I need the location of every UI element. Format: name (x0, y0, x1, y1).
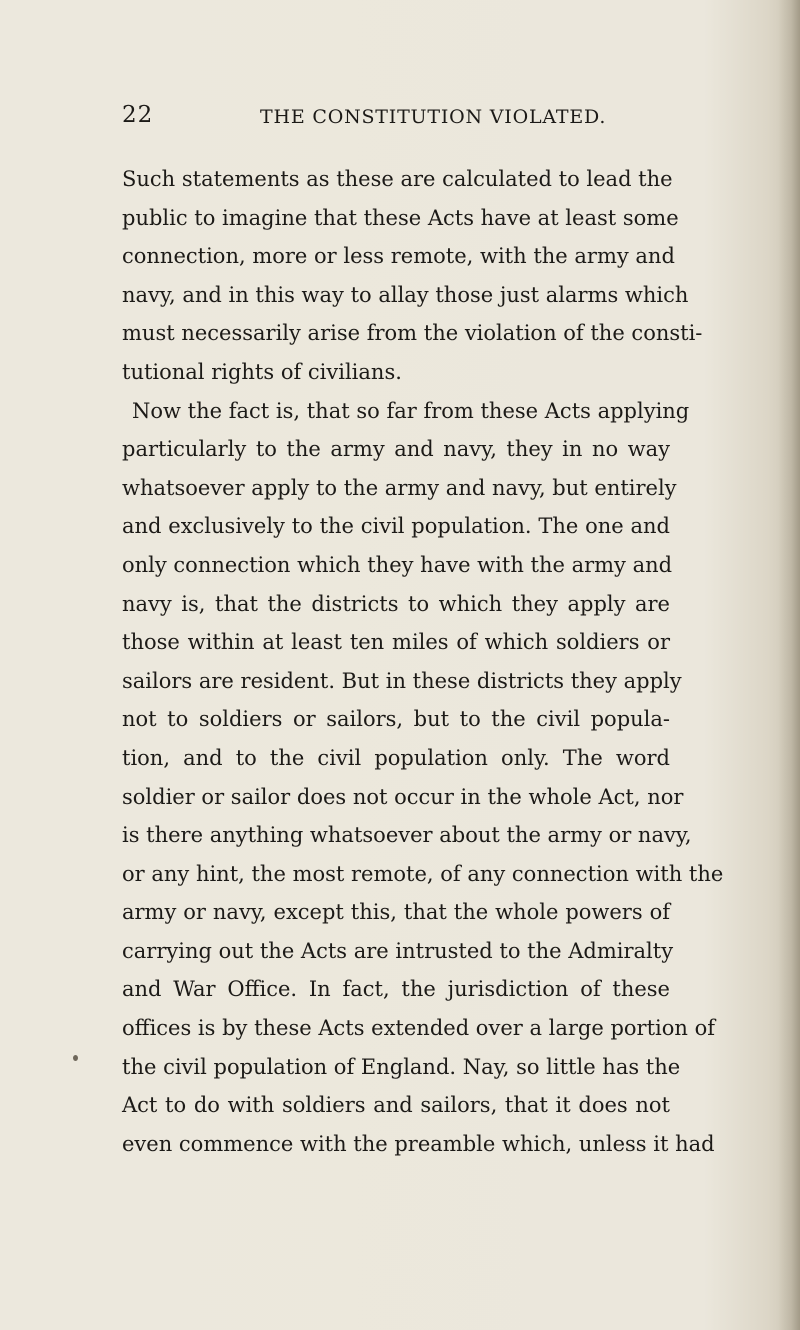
text-line: Act to do with soldiers and sailors, that it does not (122, 1093, 670, 1118)
text-line: army or navy, except this, that the whole powers of (122, 900, 670, 925)
ink-speck (73, 1055, 78, 1061)
body-text (122, 160, 724, 1163)
text-line: offices is by these Acts extended over a large portion of (122, 1016, 716, 1041)
text-line: Now the fact is, that so far from these Acts applying (132, 398, 690, 423)
text-line: even commence with the preamble which, unless it had (122, 1131, 715, 1156)
text-line: only connection which they have with the army and (122, 552, 673, 577)
text-line: is there anything whatsoever about the army or navy, (122, 823, 692, 848)
text-line: carrying out the Acts are intrusted to the Admiralty (122, 938, 674, 963)
page-header (122, 102, 682, 138)
text-line: navy is, that the districts to which they apply are (122, 591, 670, 616)
page-number: 22 (122, 102, 154, 128)
text-line: not to soldiers or sailors, but to the civil popula- (122, 707, 670, 732)
running-title: THE CONSTITUTION VIOLATED. (260, 106, 607, 128)
text-line: the civil population of England. Nay, so little has the (122, 1054, 681, 1079)
text-line: particularly to the army and navy, they in no way (122, 437, 670, 462)
text-line: whatsoever apply to the army and navy, but entirely (122, 475, 677, 500)
text-line: connection, more or less remote, with the army and (122, 244, 675, 269)
page-edge-shadow (778, 0, 800, 1330)
text-line: public to imagine that these Acts have at least some (122, 205, 679, 230)
text-line: and exclusively to the civil population. The one and (122, 514, 670, 539)
text-line: Such statements as these are calculated to lead the (122, 167, 673, 191)
text-line: soldier or sailor does not occur in the whole Act, nor (122, 784, 684, 809)
text-line: navy, and in this way to allay those just alarms which (122, 282, 689, 307)
text-line: or any hint, the most remote, of any connection with the (122, 861, 724, 886)
text-line: tutional rights of civilians. (122, 359, 402, 384)
text-line: tion, and to the civil population only. The word (122, 745, 670, 770)
text-line: sailors are resident. But in these districts they apply (122, 668, 682, 693)
text-line: and War Office. In fact, the jurisdiction of these (122, 977, 670, 1002)
text-line: must necessarily arise from the violation of the consti- (122, 321, 703, 346)
text-line: those within at least ten miles of which soldiers or (122, 630, 670, 655)
